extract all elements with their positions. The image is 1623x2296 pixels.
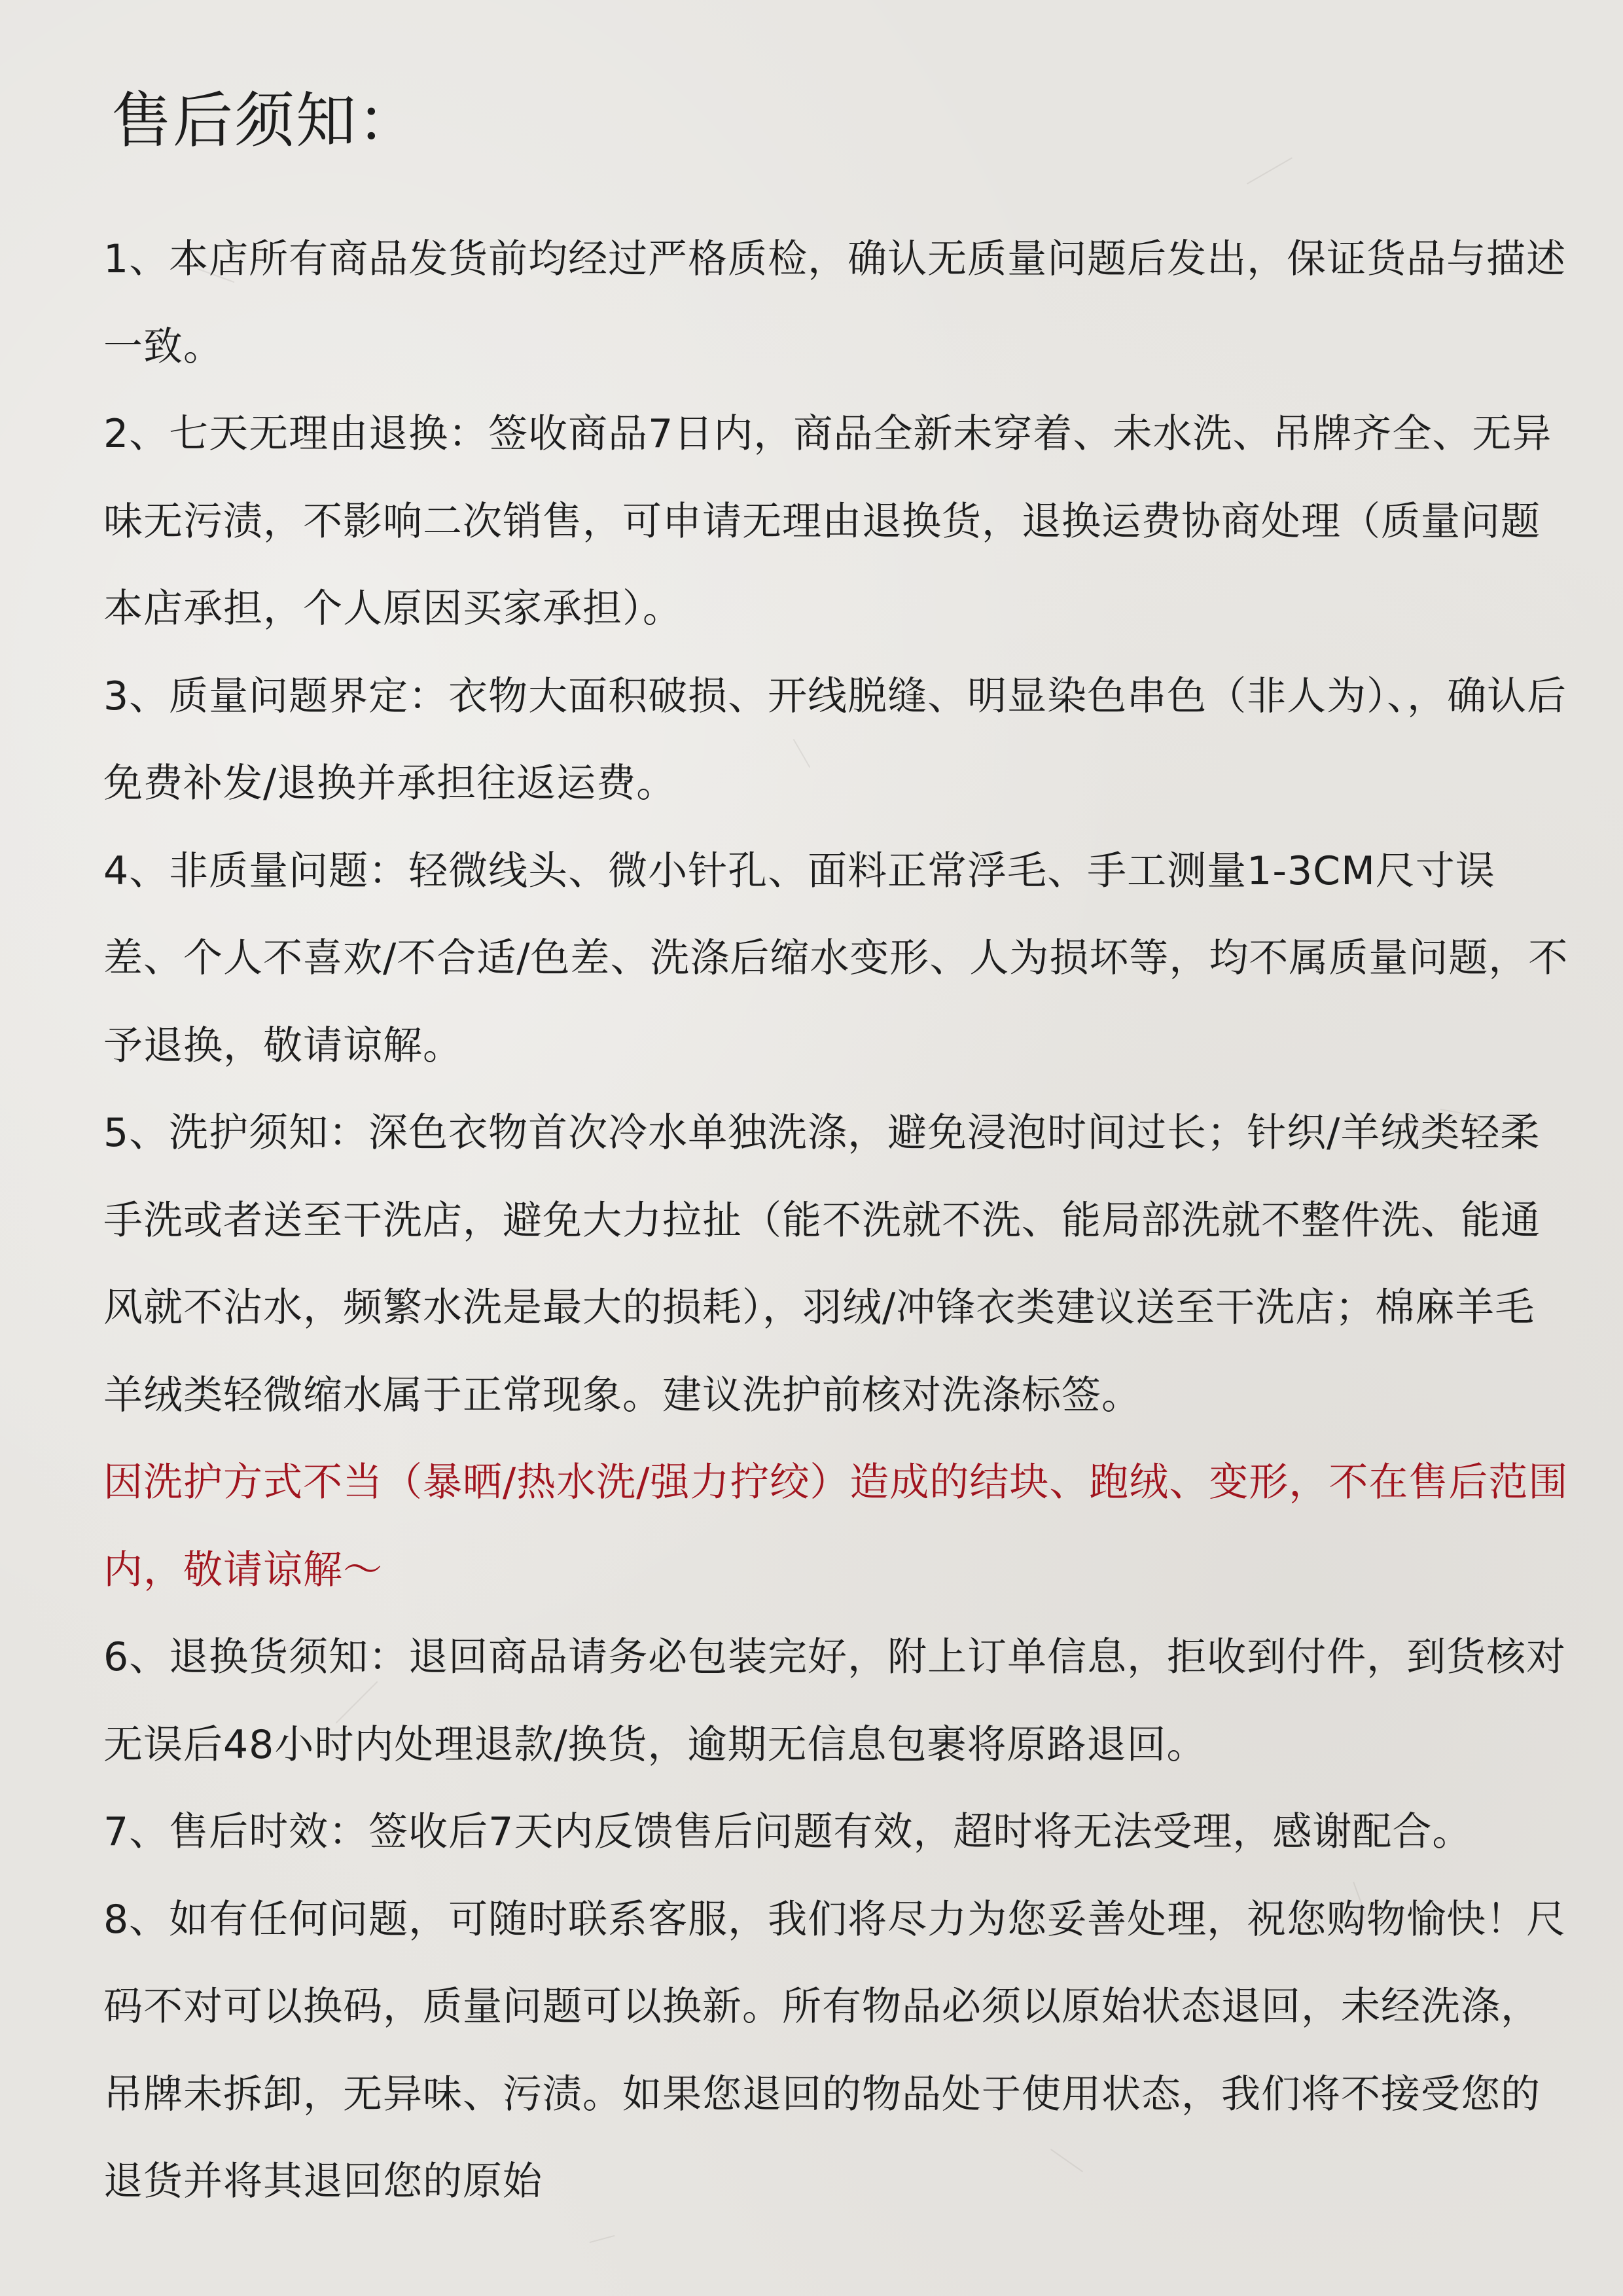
- notice-item-6: 6、退换货须知：退回商品请务必包装完好，附上订单信息，拒收到付件，到货核对无误后48小时内处理退款/换货，逾期无信息包裹将原路退回。: [103, 1634, 1567, 1768]
- notice-item-2: 2、七天无理由退换：签收商品7日内，商品全新未穿着、未水洗、吊牌齐全、无异味无污渍，不影响二次销售，可申请无理由退换货，退换运费协商处理（质量问题本店承担，个人原因买家承担）。: [103, 411, 1552, 632]
- notice-item-8: 8、如有任何问题，可随时联系客服，我们将尽力为您妥善处理，祝您购物愉快！尺码不对可以换码，质量问题可以换新。所有物品必须以原始状态退回，未经洗涤，吊牌未拆卸，无异味、污渍。如果您退回的物品处于使用状态，我们将不接受您的退货并将其退回您的原始: [103, 1896, 1567, 2204]
- notice-list: [103, 216, 1569, 2226]
- notice-item-5: 5、洗护须知：深色衣物首次冷水单独洗涤，避免浸泡时间过长；针织/羊绒类轻柔手洗或者送至干洗店，避免大力拉扯（能不洗就不洗、能局部洗就不整件洗、能通风就不沾水，频繁水洗是最大的损耗），羽绒/冲锋衣类建议送至干洗店；棉麻羊毛羊绒类轻微缩水属于正常现象。建议洗护前核对洗涤标签。: [103, 1110, 1541, 1418]
- notice-item-7: 7、售后时效：签收后7天内反馈售后问题有效，超时将无法受理，感谢配合。: [103, 1809, 1472, 1855]
- page-title: 售后须知：: [111, 86, 419, 156]
- notice-item-4: 4、非质量问题：轻微线头、微小针孔、面料正常浮毛、手工测量1-3CM尺寸误差、个人不喜欢/不合适/色差、洗涤后缩水变形、人为损坏等，均不属质量问题，不予退换，敬请谅解。: [103, 848, 1569, 1069]
- after-sales-notice: [103, 79, 1569, 2226]
- washing-warning: 因洗护方式不当（暴晒/热水洗/强力拧绞）造成的结块、跑绒、变形，不在售后范围内，敬请谅解～: [103, 1460, 1569, 1593]
- paper-fiber: [589, 2235, 615, 2243]
- notice-item-1: 1、本店所有商品发货前均经过严格质检，确认无质量问题后发出，保证货品与描述一致。: [103, 236, 1567, 370]
- notice-item-3: 3、质量问题界定：衣物大面积破损、开线脱缝、明显染色串色（非人为）、，确认后免费补发/退换并承担往返运费。: [103, 673, 1567, 806]
